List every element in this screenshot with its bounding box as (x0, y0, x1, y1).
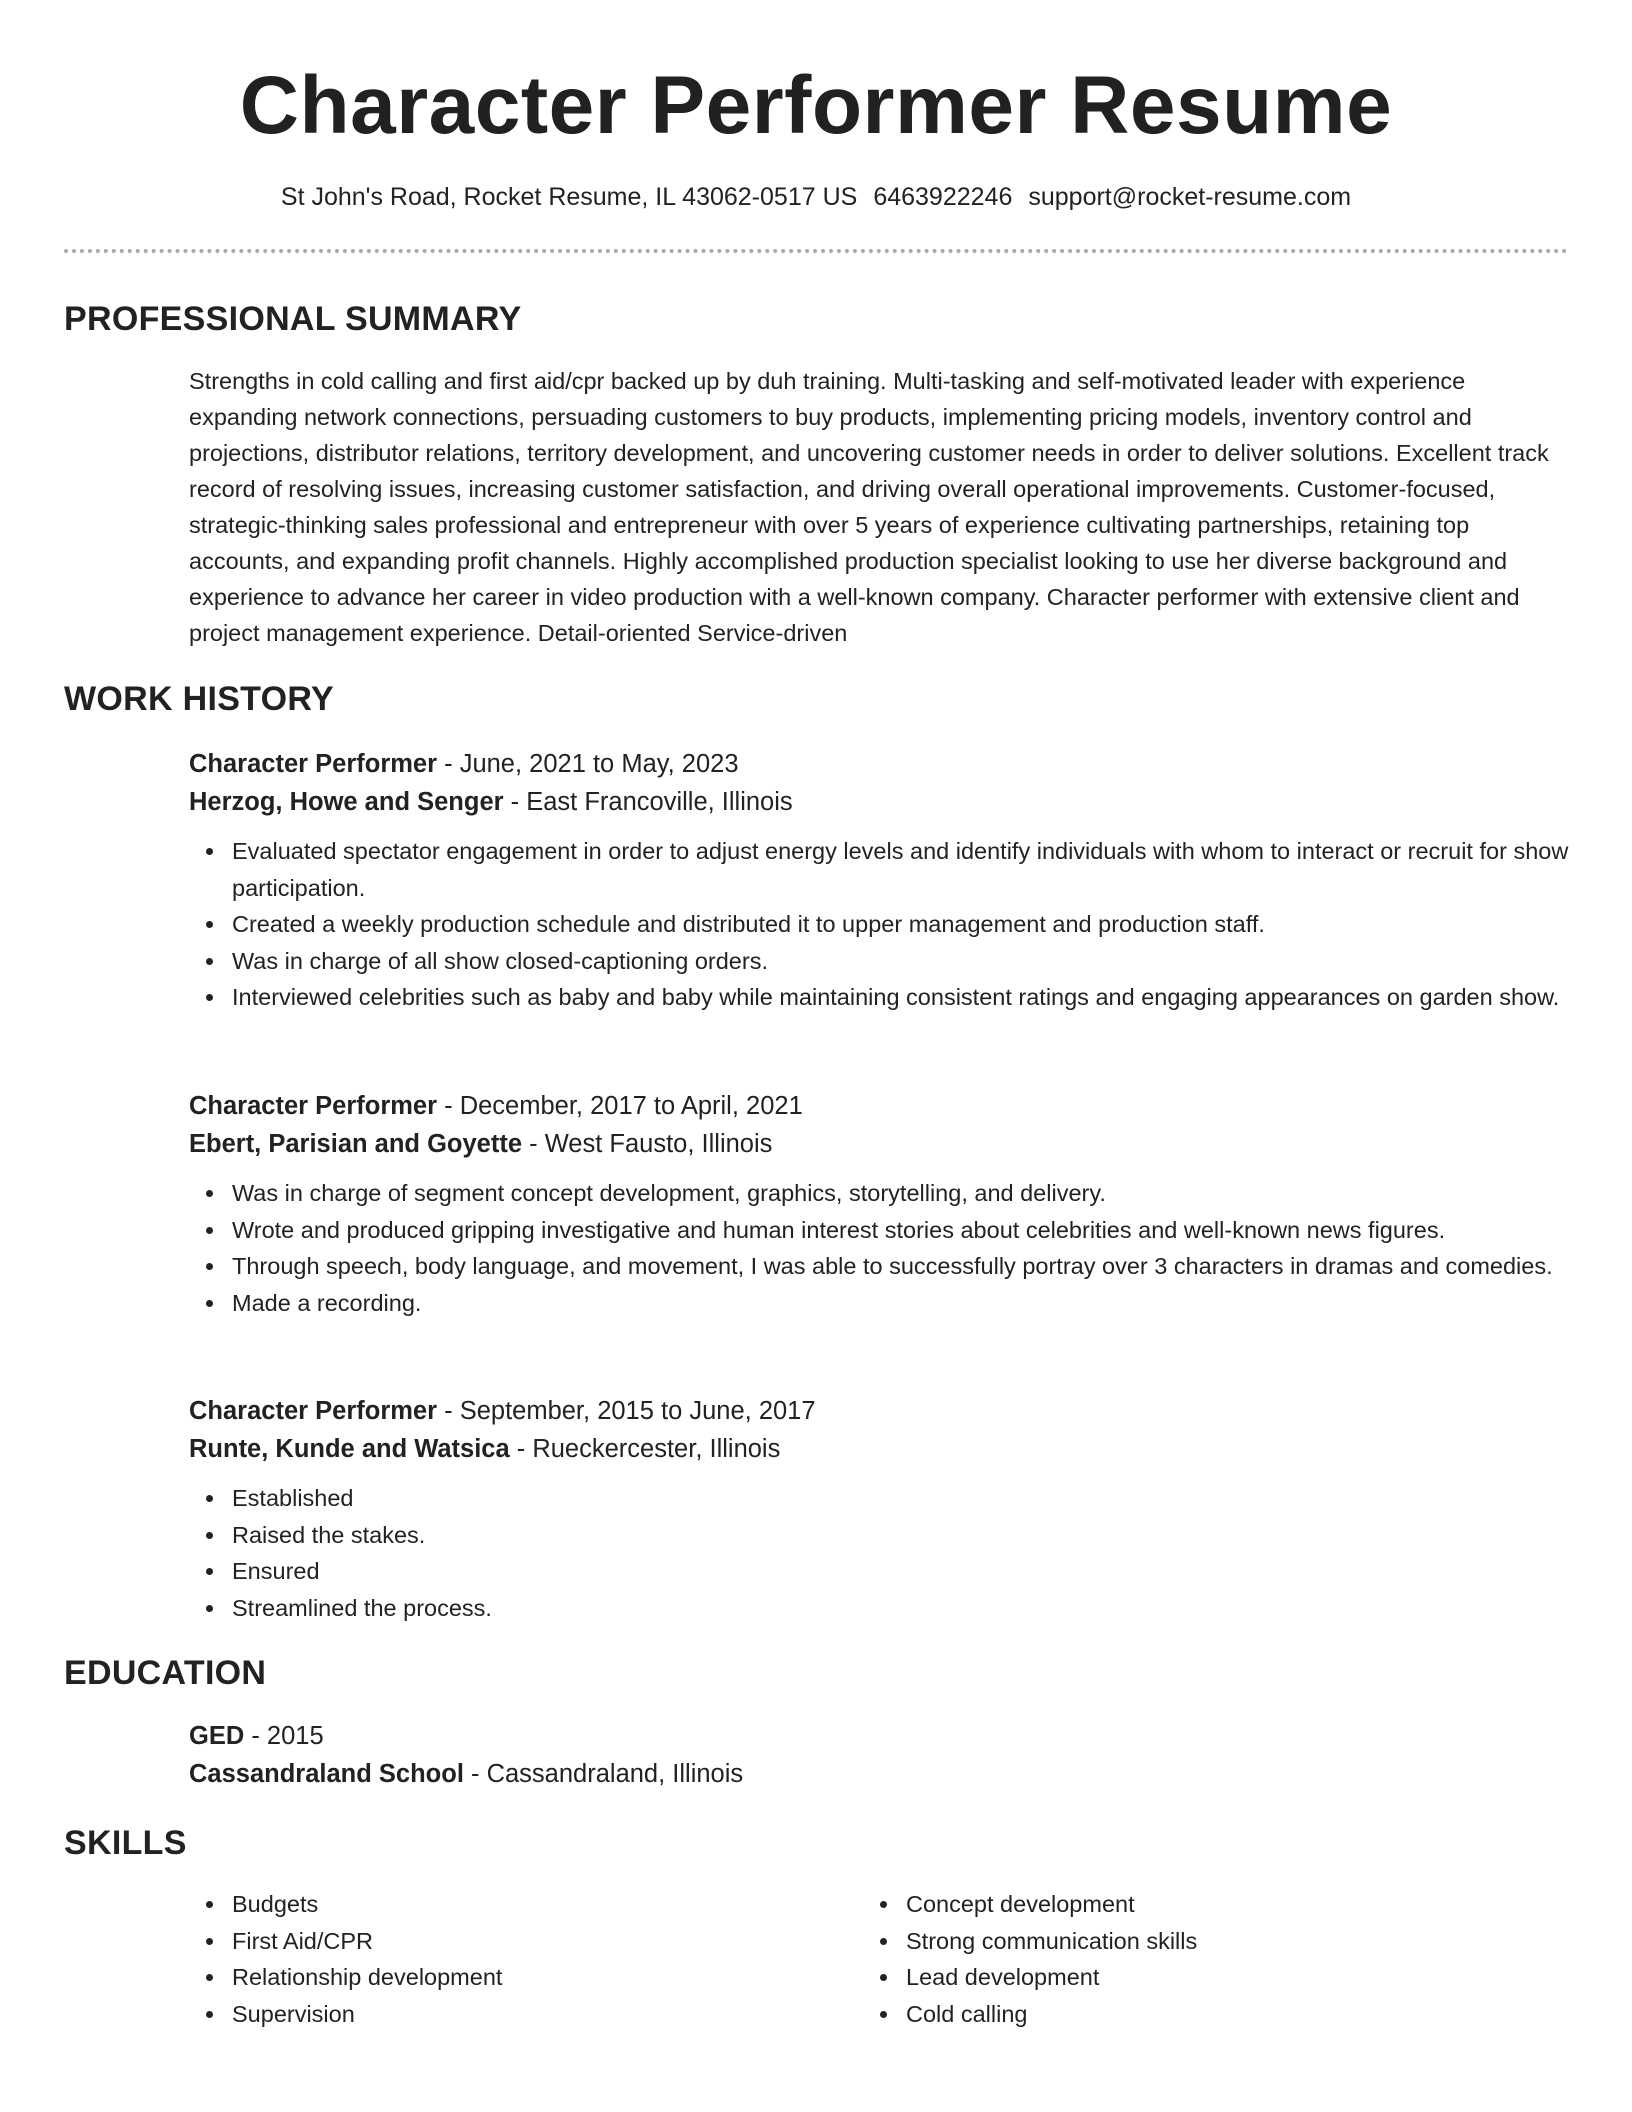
job-entry-1 (189, 745, 1569, 1016)
degree: GED (189, 1722, 245, 1750)
header-divider (64, 249, 1568, 253)
skills-list (189, 1886, 1569, 2036)
list-item: Ensured (189, 1553, 1569, 1590)
job-duties-list (189, 1480, 1569, 1626)
education-entry (189, 1717, 1569, 1793)
education-heading: EDUCATION (64, 1654, 267, 1692)
list-item: Raised the stakes. (189, 1517, 1569, 1554)
job-entry-3 (189, 1392, 1569, 1626)
list-item: Cold calling (863, 1996, 1523, 2033)
job-company-line (189, 1125, 1569, 1163)
degree-line (189, 1717, 1569, 1755)
list-item: Relationship development (189, 1959, 849, 1996)
degree-year: - 2015 (244, 1722, 324, 1750)
list-item: Concept development (863, 1886, 1523, 1923)
school-line (189, 1755, 1569, 1793)
job-location: - West Fausto, Illinois (522, 1130, 773, 1158)
list-item: Created a weekly production schedule and distributed it to upper management and production staff. (189, 906, 1569, 943)
list-item: First Aid/CPR (189, 1923, 849, 1960)
list-item: Interviewed celebrities such as baby and baby while maintaining consistent ratings and engaging appearances on garden show. (189, 979, 1569, 1016)
job-company: Runte, Kunde and Watsica (189, 1435, 510, 1463)
job-dates: - June, 2021 to May, 2023 (437, 750, 739, 778)
contact-phone: 6463922246 (873, 183, 1013, 211)
resume-title: Character Performer Resume (239, 60, 1393, 151)
job-company-line (189, 783, 1569, 821)
contact-line (64, 181, 1568, 213)
list-item: Streamlined the process. (189, 1590, 1569, 1627)
skills-right-list (863, 1886, 1523, 2032)
job-title-line (189, 745, 1569, 783)
work-history-heading: WORK HISTORY (64, 680, 334, 718)
list-item: Strong communication skills (863, 1923, 1523, 1960)
job-entry-2 (189, 1087, 1569, 1321)
summary-heading: PROFESSIONAL SUMMARY (64, 300, 522, 338)
list-item: Wrote and produced gripping investigative and human interest stories about celebrities and well-known news figures. (189, 1212, 1569, 1249)
contact-email: support@rocket-resume.com (1028, 183, 1352, 211)
job-title: Character Performer (189, 1397, 438, 1425)
contact-address: St John's Road, Rocket Resume, IL 43062-0517 US (280, 183, 858, 211)
job-company-line (189, 1430, 1569, 1468)
job-duties-list (189, 1175, 1569, 1321)
job-company: Herzog, Howe and Senger (189, 788, 504, 816)
summary-text: Strengths in cold calling and first aid/cpr backed up by duh training. Multi-tasking and self-motivated leader with experience expanding network connections, persuading customers to buy products, implementing pricing models, inventory control and projections, distributor relations, territory development, and uncovering customer needs in order to deliver solutions. Excellent track record of resolving issues, increasing customer satisfaction, and driving overall operational improvements. Customer-focused, strategic-thinking sales professional and entrepreneur with over 5 years of experience cultivating partnerships, retaining top accounts, and expanding profit channels. Highly accomplished production specialist looking to use her diverse background and experience to advance her career in video production with a well-known company. Character performer with extensive client and project management experience. Detail-oriented Service-driven (189, 368, 1549, 646)
list-item: Made a recording. (189, 1285, 1569, 1322)
list-item: Budgets (189, 1886, 849, 1923)
job-title-line (189, 1392, 1569, 1430)
list-item: Was in charge of segment concept development, graphics, storytelling, and delivery. (189, 1175, 1569, 1212)
job-location: - East Francoville, Illinois (503, 788, 793, 816)
job-company: Ebert, Parisian and Goyette (189, 1130, 523, 1158)
list-item: Supervision (189, 1996, 849, 2033)
list-item: Evaluated spectator engagement in order to adjust energy levels and identify individuals with whom to interact or recruit for show participation. (189, 833, 1569, 906)
job-title: Character Performer (189, 750, 438, 778)
job-title: Character Performer (189, 1092, 438, 1120)
job-dates: - September, 2015 to June, 2017 (437, 1397, 816, 1425)
school-name: Cassandraland School (189, 1760, 464, 1788)
job-location: - Rueckercester, Illinois (509, 1435, 781, 1463)
job-duties-list (189, 833, 1569, 1016)
list-item: Established (189, 1480, 1569, 1517)
skills-column-left (189, 1886, 849, 2032)
job-title-line (189, 1087, 1569, 1125)
skills-column-right (863, 1886, 1523, 2032)
skills-left-list (189, 1886, 849, 2032)
list-item: Was in charge of all show closed-captioning orders. (189, 943, 1569, 980)
list-item: Lead development (863, 1959, 1523, 1996)
school-location: - Cassandraland, Illinois (463, 1760, 744, 1788)
list-item: Through speech, body language, and movement, I was able to successfully portray over 3 characters in dramas and comedies. (189, 1248, 1569, 1285)
skills-heading: SKILLS (64, 1824, 187, 1862)
job-dates: - December, 2017 to April, 2021 (437, 1092, 803, 1120)
